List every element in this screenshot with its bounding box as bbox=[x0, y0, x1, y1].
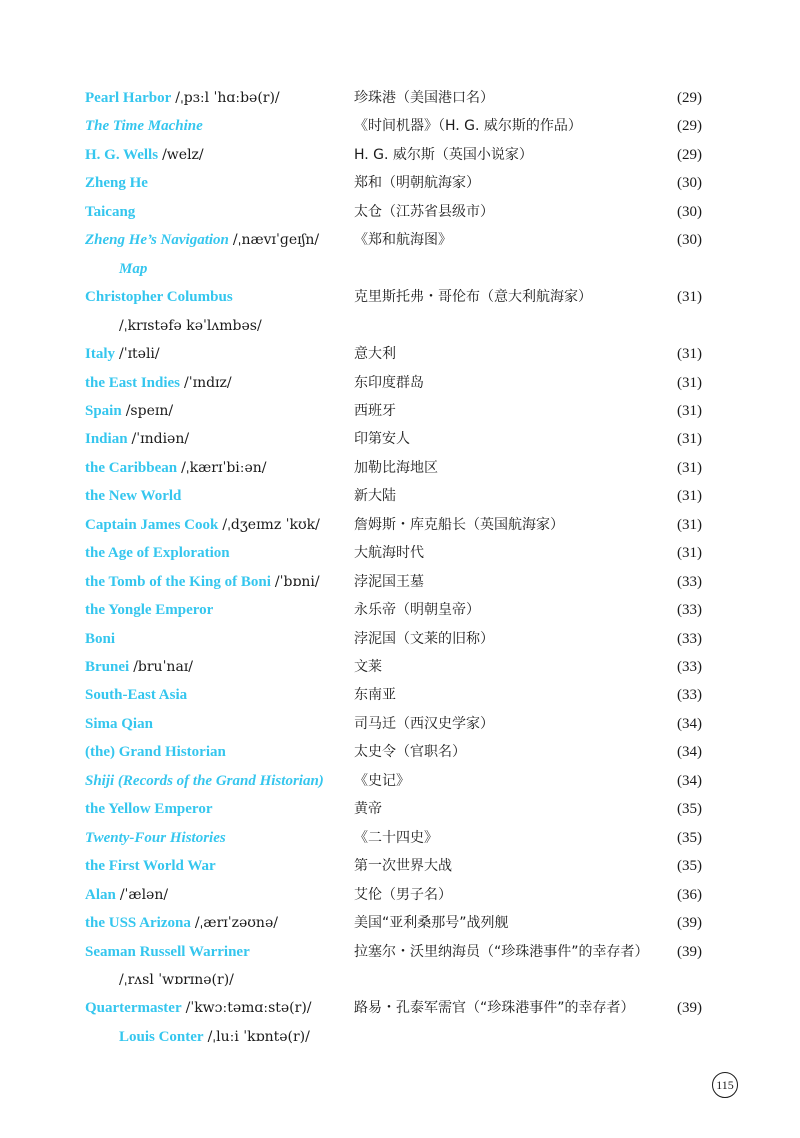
entry-translation: 文莱 bbox=[354, 659, 382, 675]
entry-pronunciation: /ˈbɒni/ bbox=[274, 573, 320, 590]
entry-term: Taicang bbox=[85, 203, 136, 220]
entry-pronunciation: /ˌdʒeɪmz ˈkʊk/ bbox=[222, 516, 320, 533]
entry-page-ref: (31) bbox=[677, 516, 702, 533]
entry-page-ref: (31) bbox=[677, 459, 702, 476]
glossary-entry bbox=[0, 596, 800, 624]
entry-term: Captain James Cook bbox=[85, 516, 219, 533]
entry-term-cell bbox=[85, 397, 173, 425]
glossary-entry-continuation bbox=[0, 312, 800, 340]
entry-term: the Yellow Emperor bbox=[85, 801, 213, 818]
entry-page-ref: (29) bbox=[677, 118, 702, 135]
glossary-entry bbox=[0, 112, 800, 140]
entry-term: the Yongle Emperor bbox=[85, 602, 214, 619]
entry-term-cell bbox=[85, 141, 204, 169]
entry-translation: 郑和（明朝航海家） bbox=[354, 175, 480, 192]
entry-page-ref: (30) bbox=[677, 203, 702, 220]
entry-term-cell bbox=[85, 454, 267, 482]
entry-term: Twenty-Four Histories bbox=[85, 829, 226, 846]
entry-pronunciation: /ˈɪtəli/ bbox=[119, 346, 160, 363]
entry-term: the Tomb of the King of Boni bbox=[85, 573, 271, 590]
entry-term-cell bbox=[85, 994, 312, 1022]
entry-page-ref: (30) bbox=[677, 232, 702, 249]
glossary-entry bbox=[0, 710, 800, 738]
entry-term-cell bbox=[85, 369, 232, 397]
entry-pronunciation: /ˌkrɪstəfə kəˈlʌmbəs/ bbox=[119, 317, 262, 334]
entry-term-cell bbox=[85, 596, 213, 624]
entry-term-cell bbox=[85, 881, 168, 909]
entry-term-cell bbox=[85, 84, 280, 112]
glossary-entry bbox=[0, 881, 800, 909]
entry-term-cell bbox=[85, 226, 319, 254]
glossary-entry bbox=[0, 84, 800, 112]
entry-term-cell bbox=[85, 112, 203, 140]
entry-page-ref: (29) bbox=[677, 90, 702, 106]
entry-page-ref: (34) bbox=[677, 715, 702, 732]
glossary-entry bbox=[0, 283, 800, 311]
entry-term: H. G. Wells bbox=[85, 146, 159, 163]
entry-pronunciation: /ˌkærɪˈbiːən/ bbox=[181, 459, 267, 476]
entry-pronunciation: /speɪn/ bbox=[125, 402, 174, 419]
entry-page-ref: (29) bbox=[677, 146, 702, 163]
entry-term: Christopher Columbus bbox=[85, 289, 233, 306]
entry-translation: 第一次世界大战 bbox=[354, 858, 452, 875]
entry-pronunciation: /bruˈnaɪ/ bbox=[133, 659, 193, 675]
entry-term-cell bbox=[85, 340, 160, 368]
entry-page-ref: (31) bbox=[677, 545, 702, 562]
entry-term-cell bbox=[85, 653, 193, 681]
entry-continuation bbox=[119, 312, 262, 340]
glossary-entry bbox=[0, 482, 800, 510]
entry-page-ref: (36) bbox=[677, 886, 702, 903]
entry-page-ref: (31) bbox=[677, 346, 702, 363]
entry-translation: 东南亚 bbox=[354, 687, 396, 704]
glossary-entry bbox=[0, 568, 800, 596]
glossary-entry bbox=[0, 226, 800, 254]
entry-page-ref: (33) bbox=[677, 602, 702, 619]
entry-pronunciation: /ˌpɜːl ˈhɑːbə(r)/ bbox=[175, 90, 280, 106]
entry-pronunciation: /ˌærɪˈzəʊnə/ bbox=[194, 915, 278, 932]
glossary-entry bbox=[0, 169, 800, 197]
entry-translation: 詹姆斯・库克船长（英国航海家） bbox=[354, 516, 564, 533]
entry-term: Brunei bbox=[85, 659, 130, 675]
entry-term-cell bbox=[85, 767, 324, 795]
entry-pronunciation: /ˌnævɪˈɡeɪʃn/ bbox=[232, 232, 320, 249]
glossary-entry bbox=[0, 340, 800, 368]
entry-pronunciation: /welz/ bbox=[162, 146, 204, 163]
entry-pronunciation: /ˈɪndɪz/ bbox=[184, 374, 232, 391]
entry-translation: 司马迁（西汉史学家） bbox=[354, 715, 494, 732]
entry-translation: 太仓（江苏省县级市） bbox=[354, 203, 494, 220]
glossary-entry bbox=[0, 653, 800, 681]
entry-translation: 永乐帝（明朝皇帝） bbox=[354, 602, 480, 619]
entry-term-cell bbox=[85, 283, 233, 311]
entry-continuation bbox=[119, 1023, 310, 1051]
entry-translation: 浡泥国王墓 bbox=[354, 573, 424, 590]
entry-term: Spain bbox=[85, 402, 122, 419]
entry-translation: 东印度群岛 bbox=[354, 374, 424, 391]
entry-page-ref: (39) bbox=[677, 1000, 702, 1017]
entry-term: Zheng He bbox=[85, 175, 148, 192]
entry-page-ref: (31) bbox=[677, 431, 702, 448]
entry-term: Zheng He’s Navigation bbox=[85, 232, 229, 249]
entry-pronunciation: /ˈkwɔːtəmɑːstə(r)/ bbox=[185, 1000, 312, 1017]
entry-term: the New World bbox=[85, 488, 182, 505]
entry-term-cell bbox=[85, 852, 216, 880]
entry-translation: 太史令（官职名） bbox=[354, 744, 466, 761]
glossary-entry bbox=[0, 994, 800, 1022]
entry-page-ref: (35) bbox=[677, 858, 702, 875]
glossary-entry bbox=[0, 198, 800, 226]
entry-page-ref: (31) bbox=[677, 289, 702, 306]
entry-translation: 《郑和航海图》 bbox=[354, 232, 452, 249]
entry-translation: 美国“亚利桑那号”战列舰 bbox=[354, 915, 509, 932]
glossary-entry bbox=[0, 738, 800, 766]
entry-term: The Time Machine bbox=[85, 118, 203, 135]
entry-translation: 浡泥国（文莱的旧称） bbox=[354, 630, 494, 647]
page-number: 115 bbox=[712, 1072, 738, 1098]
glossary-entry bbox=[0, 425, 800, 453]
entry-term-cell bbox=[85, 169, 148, 197]
entry-page-ref: (31) bbox=[677, 488, 702, 505]
entry-term: Pearl Harbor bbox=[85, 90, 172, 106]
entry-term: Indian bbox=[85, 431, 128, 448]
entry-term: Shiji (Records of the Grand Historian) bbox=[85, 772, 324, 789]
entry-term-continued: Map bbox=[119, 260, 148, 277]
glossary-entry-continuation bbox=[0, 1023, 800, 1051]
entry-term-continued: Louis Conter bbox=[119, 1028, 204, 1045]
entry-page-ref: (39) bbox=[677, 943, 702, 960]
entry-page-ref: (39) bbox=[677, 915, 702, 932]
glossary-entry bbox=[0, 681, 800, 709]
entry-translation: 西班牙 bbox=[354, 402, 396, 419]
entry-term: Sima Qian bbox=[85, 715, 153, 732]
glossary-entry bbox=[0, 909, 800, 937]
entry-page-ref: (34) bbox=[677, 772, 702, 789]
entry-term-cell bbox=[85, 625, 115, 653]
entry-term: (the) Grand Historian bbox=[85, 744, 226, 761]
entry-translation: 《史记》 bbox=[354, 772, 410, 789]
entry-term-cell bbox=[85, 795, 212, 823]
entry-translation: 艾伦（男子名） bbox=[354, 886, 452, 903]
entry-continuation bbox=[119, 966, 234, 994]
entry-term-cell bbox=[85, 425, 189, 453]
entry-term-cell bbox=[85, 511, 320, 539]
glossary-entry bbox=[0, 824, 800, 852]
entry-term-cell bbox=[85, 909, 278, 937]
entry-continuation bbox=[119, 255, 147, 283]
entry-page-ref: (35) bbox=[677, 829, 702, 846]
entry-translation: 加勒比海地区 bbox=[354, 459, 438, 476]
entry-term: the Caribbean bbox=[85, 459, 178, 476]
entry-term-cell bbox=[85, 681, 187, 709]
glossary-entry-continuation bbox=[0, 966, 800, 994]
entry-term: South-East Asia bbox=[85, 687, 188, 704]
entry-term: Quartermaster bbox=[85, 1000, 182, 1017]
entry-translation: 大航海时代 bbox=[354, 545, 424, 562]
glossary-entry-continuation bbox=[0, 255, 800, 283]
entry-page-ref: (31) bbox=[677, 374, 702, 391]
entry-term: Boni bbox=[85, 630, 116, 647]
entry-translation: H. G. 威尔斯（英国小说家） bbox=[354, 146, 533, 163]
glossary-entry bbox=[0, 141, 800, 169]
glossary-entry bbox=[0, 852, 800, 880]
entry-translation: 珍珠港（美国港口名） bbox=[354, 90, 494, 106]
entry-term-cell bbox=[85, 824, 226, 852]
entry-pronunciation: /ˌrʌsl ˈwɒrɪnə(r)/ bbox=[119, 971, 234, 988]
entry-pronunciation: /ˈɪndiən/ bbox=[131, 431, 190, 448]
entry-term-cell bbox=[85, 568, 320, 596]
entry-translation: 路易・孔泰军需官（“珍珠港事件”的幸存者） bbox=[354, 1000, 635, 1017]
entry-term: the First World War bbox=[85, 858, 216, 875]
entry-page-ref: (33) bbox=[677, 630, 702, 647]
glossary-entry bbox=[0, 938, 800, 966]
entry-page-ref: (33) bbox=[677, 659, 702, 675]
glossary-entry bbox=[0, 539, 800, 567]
entry-term-cell bbox=[85, 710, 153, 738]
entry-term-cell bbox=[85, 938, 250, 966]
entry-term: Alan bbox=[85, 886, 116, 903]
entry-page-ref: (30) bbox=[677, 175, 702, 192]
entry-translation: 克里斯托弗・哥伦布（意大利航海家） bbox=[354, 289, 592, 306]
entry-pronunciation: /ˌluːi ˈkɒntə(r)/ bbox=[207, 1028, 310, 1045]
entry-term: the East Indies bbox=[85, 374, 181, 391]
entry-translation: 《时间机器》（H. G. 威尔斯的作品） bbox=[354, 118, 582, 135]
glossary-entry bbox=[0, 397, 800, 425]
entry-translation: 拉塞尔・沃里纳海员（“珍珠港事件”的幸存者） bbox=[354, 943, 649, 960]
entry-term-cell bbox=[85, 482, 181, 510]
entry-term: Seaman Russell Warriner bbox=[85, 943, 250, 960]
glossary-entry bbox=[0, 454, 800, 482]
entry-page-ref: (31) bbox=[677, 402, 702, 419]
glossary-entry bbox=[0, 795, 800, 823]
entry-term-cell bbox=[85, 539, 230, 567]
entry-translation: 新大陆 bbox=[354, 488, 396, 505]
entry-term: the USS Arizona bbox=[85, 915, 191, 932]
entry-pronunciation: /ˈælən/ bbox=[119, 886, 169, 903]
glossary-entry bbox=[0, 369, 800, 397]
glossary-entry bbox=[0, 625, 800, 653]
glossary-entry bbox=[0, 767, 800, 795]
entry-term-cell bbox=[85, 738, 226, 766]
entry-translation: 《二十四史》 bbox=[354, 829, 438, 846]
entry-translation: 黄帝 bbox=[354, 801, 382, 818]
entry-page-ref: (35) bbox=[677, 801, 702, 818]
entry-translation: 意大利 bbox=[354, 346, 396, 363]
entry-page-ref: (34) bbox=[677, 744, 702, 761]
entry-term-cell bbox=[85, 198, 135, 226]
entry-translation: 印第安人 bbox=[354, 431, 410, 448]
entry-term: the Age of Exploration bbox=[85, 545, 230, 562]
entry-page-ref: (33) bbox=[677, 573, 702, 590]
glossary-entry bbox=[0, 511, 800, 539]
entry-term: Italy bbox=[85, 346, 115, 363]
entry-page-ref: (33) bbox=[677, 687, 702, 704]
